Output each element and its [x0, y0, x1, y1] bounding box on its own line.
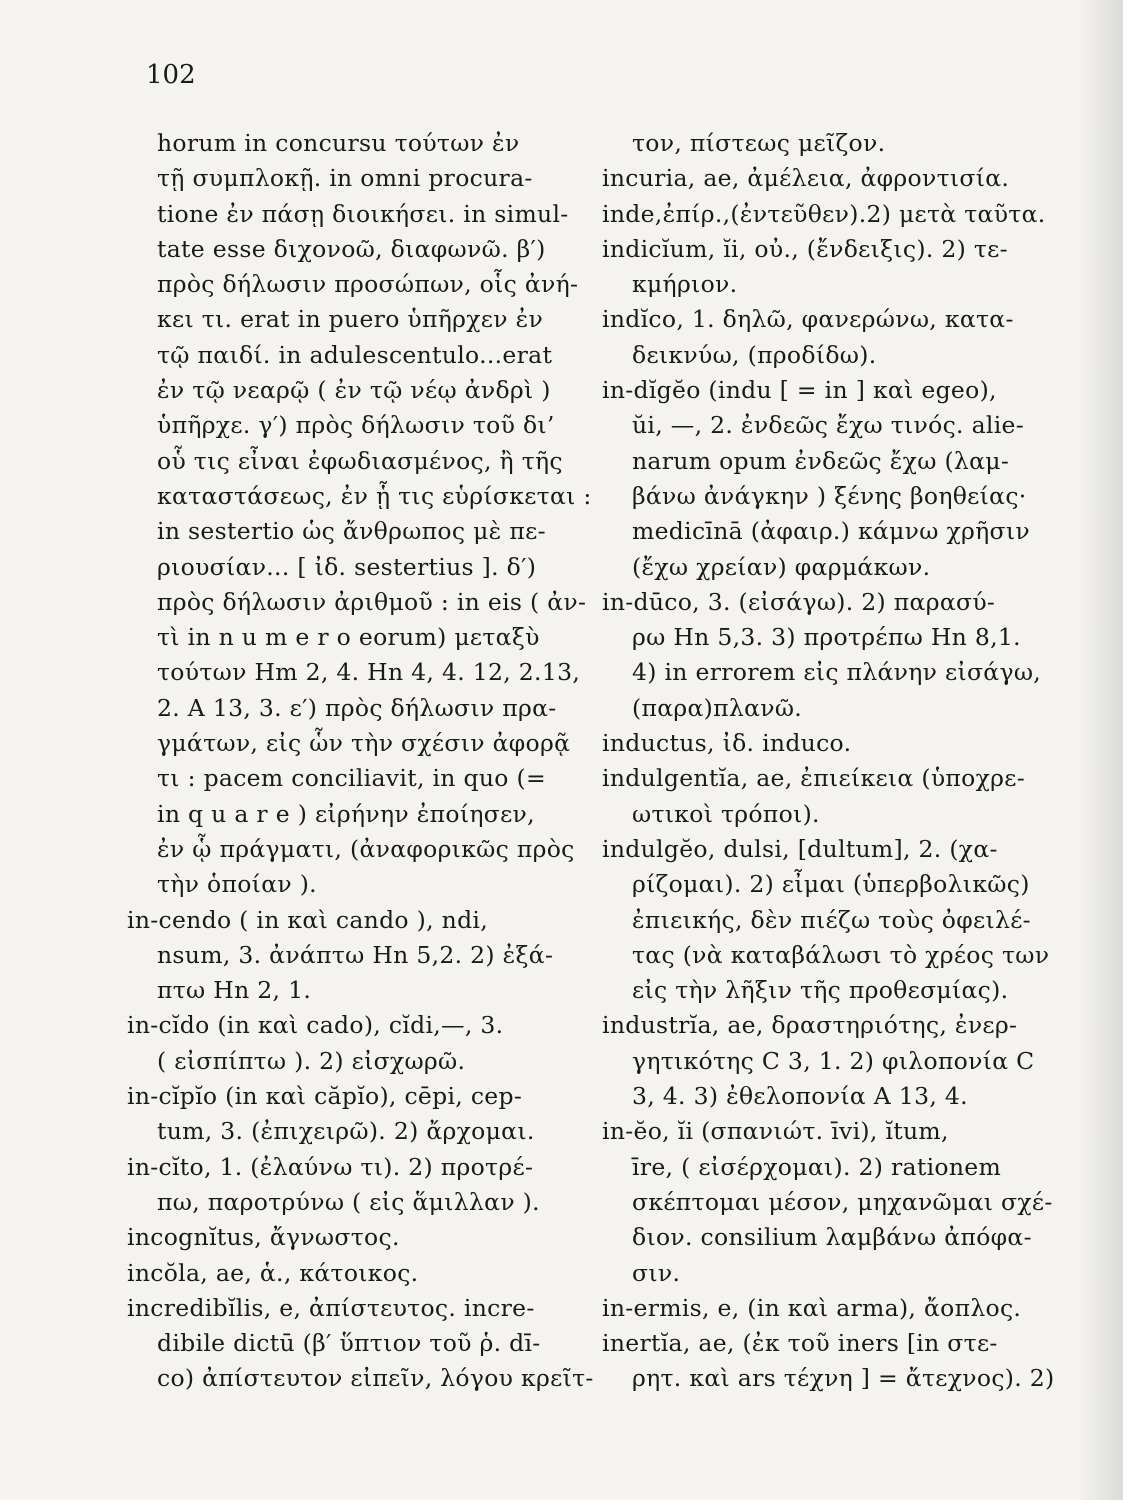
entry-continuation-line: co) ἀπίστευτον εἰπεῖν, λόγου κρεῖτ- [157, 1364, 594, 1393]
entry-headword-line: incŏla, ae, ἁ., κάτοικος. [127, 1258, 419, 1287]
entry-continuation-line: ρω Hn 5,3. 3) προτρέπω Hn 8,1. [632, 623, 1021, 652]
entry-continuation-line: tate esse διχονοῶ, διαφωνῶ. β′) [157, 234, 546, 263]
entry-continuation-line: τὴν ὁποίαν ). [157, 870, 317, 899]
entry-continuation-line: τας (νὰ καταβάλωσι τὸ χρέος των [632, 940, 1050, 969]
entry-headword-line: in-dūco, 3. (εἰσάγω). 2) παρασύ- [602, 587, 996, 616]
entry-continuation-line: διον. consilium λαμβάνω ἀπόφα- [632, 1223, 1032, 1252]
entry-continuation-line: πτω Hn 2, 1. [157, 976, 312, 1005]
entry-headword-line: in-cĭpĭo (in καὶ căpĭo), cēpi, cep- [127, 1082, 523, 1111]
entry-headword-line: in-ermis, e, (in καὶ arma), ἄοπλος. [602, 1293, 1022, 1322]
entry-headword-line: in-cĭto, 1. (ἐλαύνω τι). 2) προτρέ- [127, 1152, 534, 1181]
entry-headword-line: in-cĭdo (in καὶ cado), cĭdi,—, 3. [127, 1011, 504, 1040]
entry-continuation-line: τὶ in n u m e r o eorum) μεταξὺ [157, 623, 540, 652]
entry-continuation-line: γητικότης C 3, 1. 2) φιλοπονία C [632, 1046, 1035, 1075]
entry-headword-line: in-dĭgĕo (indu [ = in ] καὶ egeo), [602, 376, 997, 405]
entry-continuation-line: horum in concursu τούτων ἐν [157, 129, 520, 157]
entry-continuation-line: πρὸς δήλωσιν ἀριθμοῦ : in eis ( ἀν- [157, 587, 587, 616]
entry-headword-line: inductus, ἰδ. induco. [602, 729, 852, 758]
entry-continuation-line: εἰς τὴν λῆξιν τῆς προθεσμίας). [632, 976, 1009, 1005]
entry-continuation-line: πω, παροτρύνω ( εἰς ἅμιλλαν ). [157, 1187, 540, 1216]
entry-continuation-line: medicīnā (ἀφαιρ.) κάμνω χρῆσιν [632, 517, 1030, 546]
entry-continuation-line: καταστάσεως, ἐν ᾗ τις εὑρίσκεται : [157, 481, 592, 510]
entry-continuation-line: τούτων Hm 2, 4. Hn 4, 4. 12, 2.13, [157, 658, 581, 687]
entry-continuation-line: οὗ τις εἶναι ἐφωδιασμένος, ἢ τῆς [157, 446, 563, 475]
left-column [127, 126, 594, 1397]
entry-headword-line: incredibĭlis, e, ἀπίστευτος. incre- [127, 1293, 535, 1322]
right-column [602, 126, 1072, 1397]
entry-continuation-line: 3, 4. 3) ἐθελοπονία A 13, 4. [632, 1082, 968, 1111]
entry-continuation-line: ἐν ᾧ πράγματι, (ἀναφορικῶς πρὸς [157, 834, 575, 863]
entry-continuation-line: dibile dictū (β′ ὕπτιον τοῦ ῥ. dī- [157, 1329, 541, 1358]
entry-continuation-line: ἐν τῷ νεαρῷ ( ἐν τῷ νέῳ ἀνδρὶ ) [157, 376, 551, 405]
entry-headword-line: indicĭum, ĭi, οὐ., (ἔνδειξις). 2) τε- [602, 234, 1008, 263]
entry-headword-line: inertĭa, ae, (ἐκ τοῦ iners [in στε- [602, 1329, 998, 1358]
entry-continuation-line: 2. A 13, 3. ε′) πρὸς δήλωσιν πρα- [157, 693, 557, 722]
entry-continuation-line: γμάτων, εἰς ὧν τὴν σχέσιν ἀφορᾷ [157, 729, 571, 758]
entry-continuation-line: ρητ. καὶ ars τέχνη ] = ἄτεχνος). 2) [632, 1364, 1055, 1393]
entry-headword-line: indulgĕo, dulsi, [dultum], 2. (χα- [602, 834, 998, 863]
entry-continuation-line: ωτικοὶ τρόποι). [632, 799, 820, 828]
entry-continuation-line: ρίζομαι). 2) εἶμαι (ὑπερβολικῶς) [632, 870, 1030, 899]
entry-headword-line: incognĭtus, ἄγνωστος. [127, 1223, 400, 1252]
entry-continuation-line: τον, πίστεως μεῖζον. [632, 129, 886, 157]
entry-continuation-line: ŭi, —, 2. ἐνδεῶς ἔχω τινός. alie- [632, 411, 1024, 440]
entry-continuation-line: ( εἰσπίπτω ). 2) εἰσχωρῶ. [157, 1046, 466, 1075]
entry-continuation-line: βάνω ἀνάγκην ) ξένης βοηθείας· [632, 481, 1027, 510]
entry-continuation-line: πρὸς δήλωσιν προσώπων, οἷς ἀνή- [157, 270, 579, 299]
entry-continuation-line: (ἔχω χρείαν) φαρμάκων. [632, 552, 931, 581]
entry-continuation-line: δεικνύω, (προδίδω). [632, 340, 877, 369]
entry-headword-line: in-cendo ( in καὶ cando ), ndi, [127, 905, 488, 934]
entry-headword-line: indĭco, 1. δηλῶ, φανερώνω, κατα- [602, 305, 1014, 334]
entry-continuation-line: σιν. [632, 1258, 681, 1287]
entry-continuation-line: īre, ( εἰσέρχομαι). 2) rationem [632, 1152, 1002, 1181]
entry-continuation-line: σκέπτομαι μέσον, μηχανῶμαι σχέ- [632, 1187, 1053, 1216]
entry-continuation-line: κει τι. erat in puero ὑπῆρχεν ἐν [157, 305, 544, 334]
entry-continuation-line: nsum, 3. ἀνάπτω Hn 5,2. 2) ἐξά- [157, 940, 554, 969]
entry-continuation-line: tum, 3. (ἐπιχειρῶ). 2) ἄρχομαι. [157, 1117, 535, 1146]
entry-continuation-line: ριουσίαν... [ ἰδ. sestertius ]. δ′) [157, 552, 537, 581]
entry-continuation-line: τῇ συμπλοκῇ. in omni procura- [157, 164, 533, 193]
page-edge-shadow [1078, 0, 1123, 1500]
entry-headword-line: in-ĕo, ĭi (σπανιώτ. īvi), ĭtum, [602, 1117, 949, 1146]
entry-continuation-line: ἐπιεικής, δὲν πιέζω τοὺς ὀφειλέ- [632, 905, 1031, 934]
page-number: 102 [146, 60, 196, 90]
entry-continuation-line: 4) in errorem εἰς πλάνην εἰσάγω, [632, 658, 1042, 687]
entry-headword-line: inde,ἐπίρ.,(ἐντεῦθεν).2) μετὰ ταῦτα. [602, 199, 1046, 228]
entry-continuation-line: in sestertio ὡς ἄνθρωπος μὲ πε- [157, 517, 546, 546]
entry-continuation-line: (παρα)πλανῶ. [632, 693, 803, 722]
entry-headword-line: indulgentĭa, ae, ἐπιείκεια (ὑποχρε- [602, 764, 1025, 793]
entry-continuation-line: tione ἐν πάσῃ διοικήσει. in simul- [157, 199, 569, 228]
entry-headword-line: incuria, ae, ἀμέλεια, ἀφροντισία. [602, 164, 1010, 193]
entry-continuation-line: τι : pacem conciliavit, in quo (= [157, 764, 546, 793]
entry-continuation-line: κμήριον. [632, 270, 738, 299]
entry-continuation-line: τῷ παιδί. in adulescentulo...erat [157, 340, 553, 369]
entry-headword-line: industrĭa, ae, δραστηριότης, ἐνερ- [602, 1011, 1018, 1040]
entry-continuation-line: narum opum ἐνδεῶς ἔχω (λαμ- [632, 446, 1010, 475]
entry-continuation-line: ὑπῆρχε. γ′) πρὸς δήλωσιν τοῦ δι’ [157, 411, 555, 440]
entry-continuation-line: in q u a r e ) εἰρήνην ἐποίησεν, [157, 799, 535, 828]
